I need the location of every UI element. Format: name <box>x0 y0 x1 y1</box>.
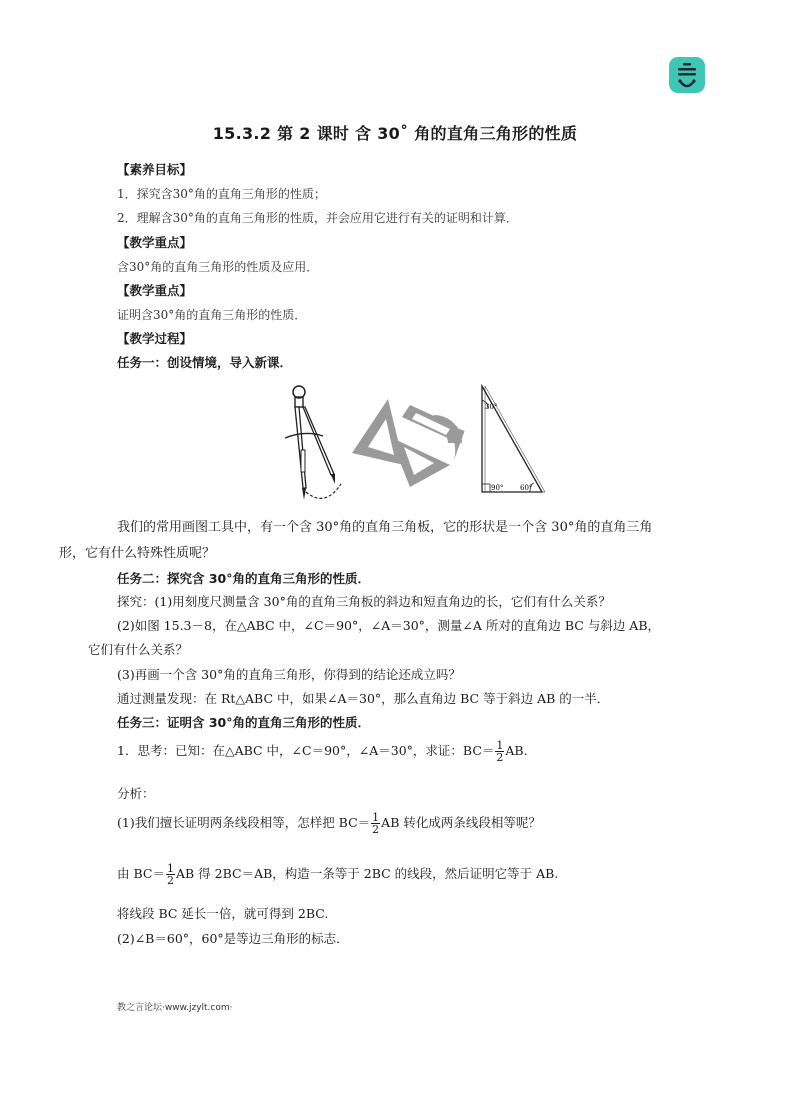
from-statement <box>117 863 558 886</box>
think-suffix: AB. <box>505 743 528 758</box>
process-heading: 【教学过程】 <box>117 331 193 346</box>
from-prefix: 由 BC＝ <box>117 866 165 881</box>
think-problem <box>117 740 528 763</box>
fraction-half <box>166 863 175 886</box>
explore-item-3: (3)再画一个含 30°角的直角三角形，你得到的结论还成立吗？ <box>117 667 461 682</box>
fraction-denominator: 2 <box>496 751 504 764</box>
analysis-label: 分析： <box>117 786 155 801</box>
fraction-numerator: 1 <box>166 862 174 875</box>
site-logo <box>669 57 705 93</box>
from-suffix: AB 得 2BC＝AB，构造一条等于 2BC 的线段，然后证明它等于 AB. <box>175 866 559 881</box>
page-title: 15.3.2 第 2 课时 含 30˚ 角的直角三角形的性质 <box>212 124 578 143</box>
finding-text: 通过测量发现：在 Rt△ABC 中，如果∠A＝30°，那么直角边 BC 等于斜边 AB 的一半． <box>117 691 610 706</box>
fraction-denominator: 2 <box>372 823 380 836</box>
angle-label-90: 90° <box>491 484 504 492</box>
difficulty-heading: 【教学重点】 <box>117 283 193 298</box>
goal-item-1: 1．探究含30°角的直角三角形的性质； <box>117 187 326 201</box>
question-1 <box>117 812 541 835</box>
fraction-numerator: 1 <box>496 739 504 752</box>
intro-paragraph <box>59 515 708 567</box>
difficulty-text: 证明含30°角的直角三角形的性质． <box>117 308 307 322</box>
angle-label-30: 30° <box>485 403 498 411</box>
task-3-heading: 任务三：证明含 30°角的直角三角形的性质． <box>117 715 370 730</box>
fraction-half <box>495 740 504 763</box>
extend-text: 将线段 BC 延长一倍，就可得到 2BC. <box>117 906 329 921</box>
logo-icon <box>669 57 705 93</box>
right-triangle-illustration <box>478 380 548 495</box>
think-prefix: 1．思考：已知：在△ABC 中，∠C＝90°，∠A＝30°，求证：BC＝ <box>117 743 495 758</box>
intro-line-2: 形，它有什么特殊性质呢？ <box>59 546 216 561</box>
q1-prefix: (1)我们擅长证明两条线段相等，怎样把 BC＝ <box>117 815 371 830</box>
key-points-heading: 【教学重点】 <box>117 235 193 250</box>
fraction-half <box>371 812 380 835</box>
intro-line-1: 我们的常用画图工具中，有一个含 30°角的直角三角板，它的形状是一个含 30°角的直角三角 <box>117 520 653 535</box>
explore-item-2b: 它们有什么关系？ <box>88 642 189 657</box>
fraction-denominator: 2 <box>166 874 174 887</box>
task-1-heading: 任务一：创设情境，导入新课． <box>117 355 293 370</box>
fraction-numerator: 1 <box>372 811 380 824</box>
angle-label-60: 60° <box>520 484 533 492</box>
compass-illustration <box>275 380 355 505</box>
goals-heading: 【素养目标】 <box>117 162 193 177</box>
task-2-heading: 任务二：探究含 30°角的直角三角形的性质． <box>117 571 370 586</box>
explore-item-1: 探究：(1)用刻度尺测量含 30°角的直角三角板的斜边和短直角边的长，它们有什么关系？ <box>117 594 611 609</box>
q1-suffix: AB 转化成两条线段相等呢？ <box>381 815 541 830</box>
goal-item-2: 2．理解含30°角的直角三角形的性质，并会应用它进行有关的证明和计算． <box>117 211 518 225</box>
key-points-text: 含30°角的直角三角形的性质及应用． <box>117 260 319 274</box>
drawing-tools-illustration <box>350 395 470 495</box>
question-2: (2)∠B＝60°，60°是等边三角形的标志． <box>117 931 349 946</box>
explore-item-2a: (2)如图 15.3－8，在△ABC 中，∠C＝90°，∠A＝30°，测量∠A 所对的直角边 BC 与斜边 AB， <box>117 618 661 633</box>
footer-source: 教之言论坛·www.jzylt.com· <box>117 1003 233 1013</box>
